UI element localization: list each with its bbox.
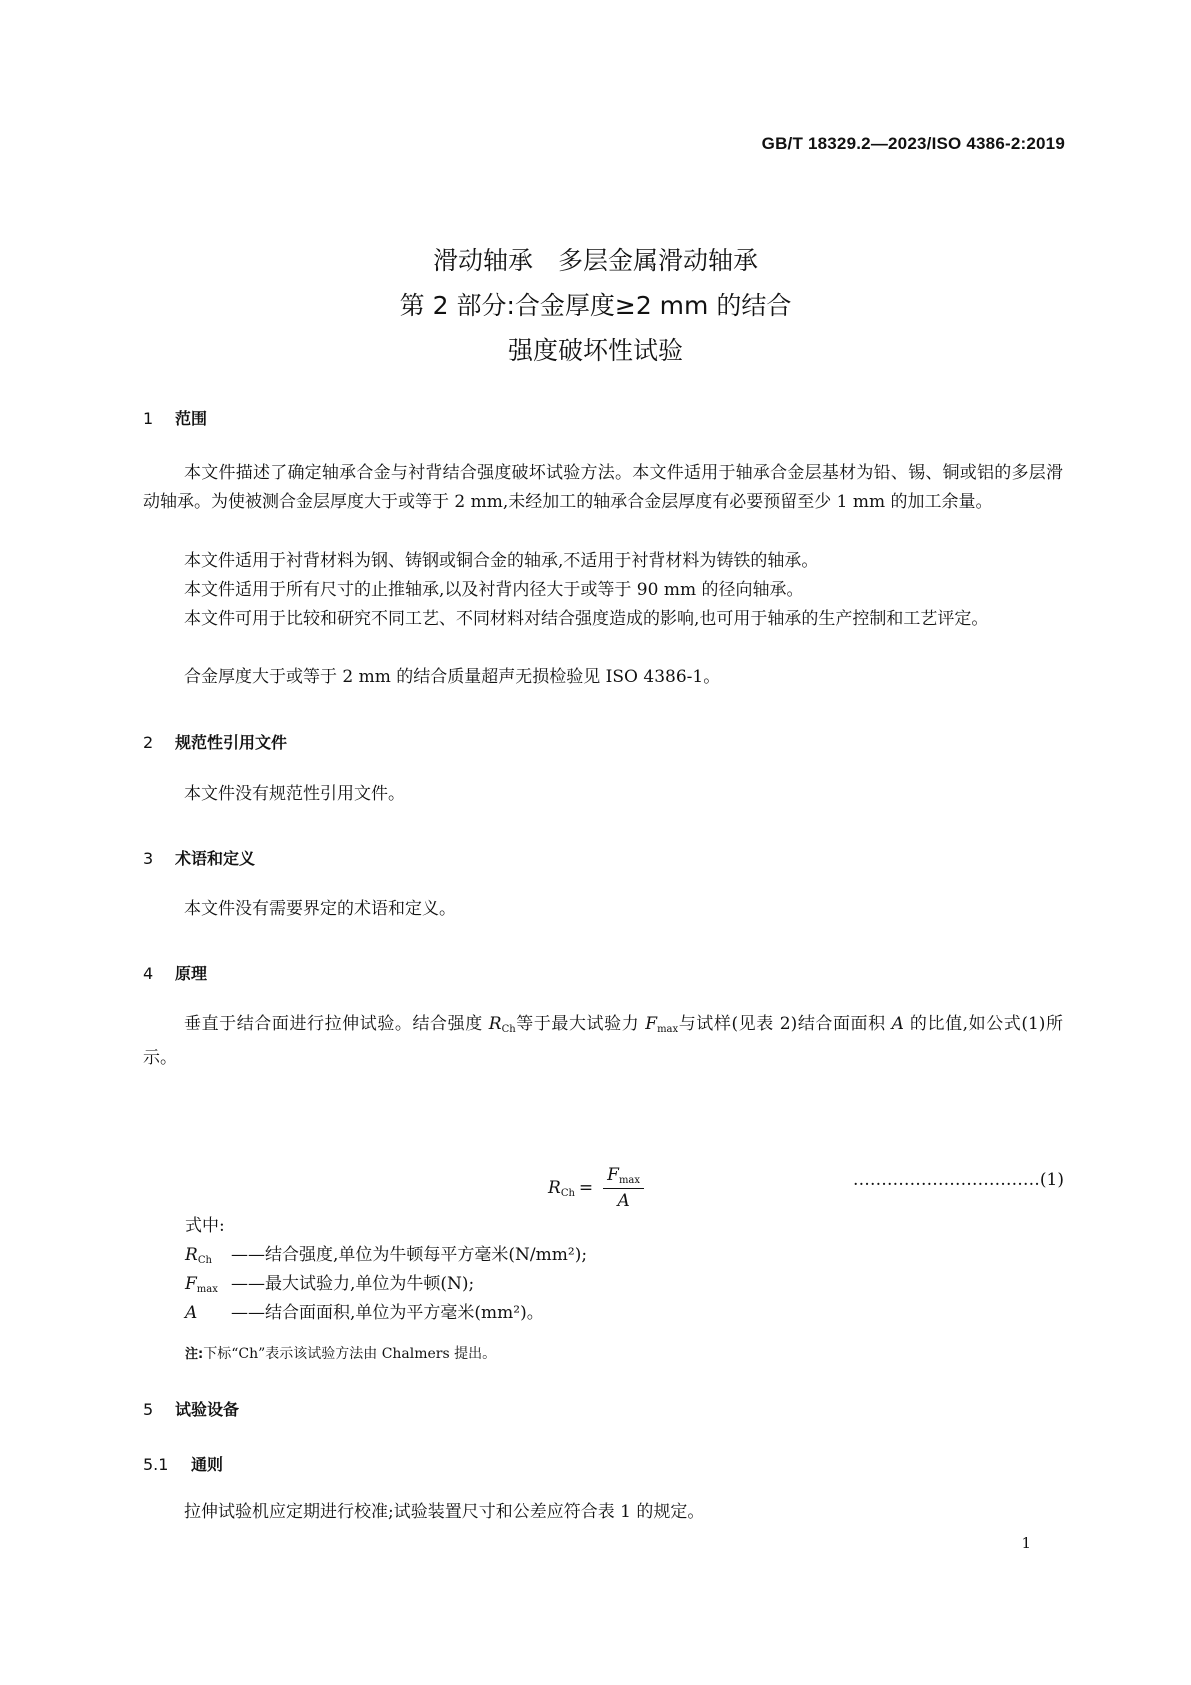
paragraph: 本文件可用于比较和研究不同工艺、不同材料对结合强度造成的影响,也可用于轴承的生产控制和工艺评定。 [184, 609, 989, 629]
numerator: $F_{max}$ [603, 1165, 644, 1189]
formula-lhs: $R_{Ch}$ [548, 1177, 575, 1199]
subsection-number: 5.1 [143, 1455, 169, 1474]
paragraph: 拉伸试验机应定期进行校准;试验装置尺寸和公差应符合表 1 的规定。 [184, 1502, 705, 1522]
formula-1 [548, 1165, 644, 1211]
definition-row: A ——结合面面积,单位为平方毫米(mm²)。 [185, 1303, 544, 1323]
section-1-heading [143, 406, 207, 429]
equals-sign: = [578, 1178, 594, 1198]
paragraph: 合金厚度大于或等于 2 mm 的结合质量超声无损检验见 ISO 4386-1。 [184, 667, 721, 687]
section-number: 2 [143, 733, 154, 752]
note-text: 下标“Ch”表示该试验方法由 Chalmers 提出。 [203, 1346, 497, 1362]
section-number: 5 [143, 1400, 154, 1419]
paragraph: 本文件描述了确定轴承合金与衬背结合强度破坏试验方法。本文件适用于轴承合金层基材为铅、锡、铜或铝的多层滑动轴承。为使被测合金层厚度大于或等于 2 mm,未经加工的轴承合金层厚度有必要预留至少 1 mm 的加工余量。 [143, 463, 1063, 512]
definition-row: $F_{max}$ ——最大试验力,单位为牛顿(N); [185, 1274, 475, 1295]
equation-number: ……………………………(1) [852, 1170, 1064, 1190]
section-5-heading [143, 1397, 239, 1420]
note [185, 1343, 496, 1363]
page-number: 1 [1021, 1534, 1031, 1552]
note-label: 注: [185, 1347, 204, 1362]
subsection-5-1-heading [143, 1452, 223, 1475]
definition-row: $R_{Ch}$ ——结合强度,单位为牛顿每平方毫米(N/mm²); [185, 1245, 588, 1266]
paragraph: 本文件没有需要界定的术语和定义。 [184, 899, 456, 919]
denominator: A [617, 1191, 630, 1211]
section-title: 试验设备 [175, 1400, 240, 1419]
paragraph: 本文件适用于所有尺寸的止推轴承,以及衬背内径大于或等于 90 mm 的径向轴承。 [184, 580, 804, 600]
section-title: 术语和定义 [175, 849, 256, 868]
title-line-1: 滑动轴承 多层金属滑动轴承 [432, 246, 758, 275]
title-line-3: 强度破坏性试验 [507, 336, 683, 365]
paragraph: 本文件适用于衬背材料为钢、铸钢或铜合金的轴承,不适用于衬背材料为铸铁的轴承。 [184, 551, 819, 571]
section-number: 4 [143, 964, 154, 983]
section-title: 范围 [175, 409, 208, 428]
where-label: 式中: [185, 1216, 225, 1236]
section-2-heading [143, 730, 287, 753]
section-number: 1 [143, 409, 154, 428]
fraction [603, 1165, 644, 1211]
title-line-2: 第 2 部分:合金厚度≥2 mm 的结合 [399, 291, 792, 320]
section-4-heading [143, 961, 207, 984]
principle-paragraph: 垂直于结合面进行拉伸试验。结合强度 $R_{Ch}$等于最大试验力 $F_{max}$与试样(见表 2)结合面面积 A 的比值,如公式(1)所示。 [143, 1014, 1064, 1068]
document-title [0, 238, 1191, 373]
section-title: 原理 [175, 964, 208, 983]
subsection-title: 通则 [191, 1455, 224, 1474]
standard-code: GB/T 18329.2—2023/ISO 4386-2:2019 [761, 134, 1065, 153]
paragraph: 本文件没有规范性引用文件。 [184, 784, 405, 804]
section-title: 规范性引用文件 [175, 733, 288, 752]
section-3-heading [143, 846, 255, 869]
section-number: 3 [143, 849, 154, 868]
